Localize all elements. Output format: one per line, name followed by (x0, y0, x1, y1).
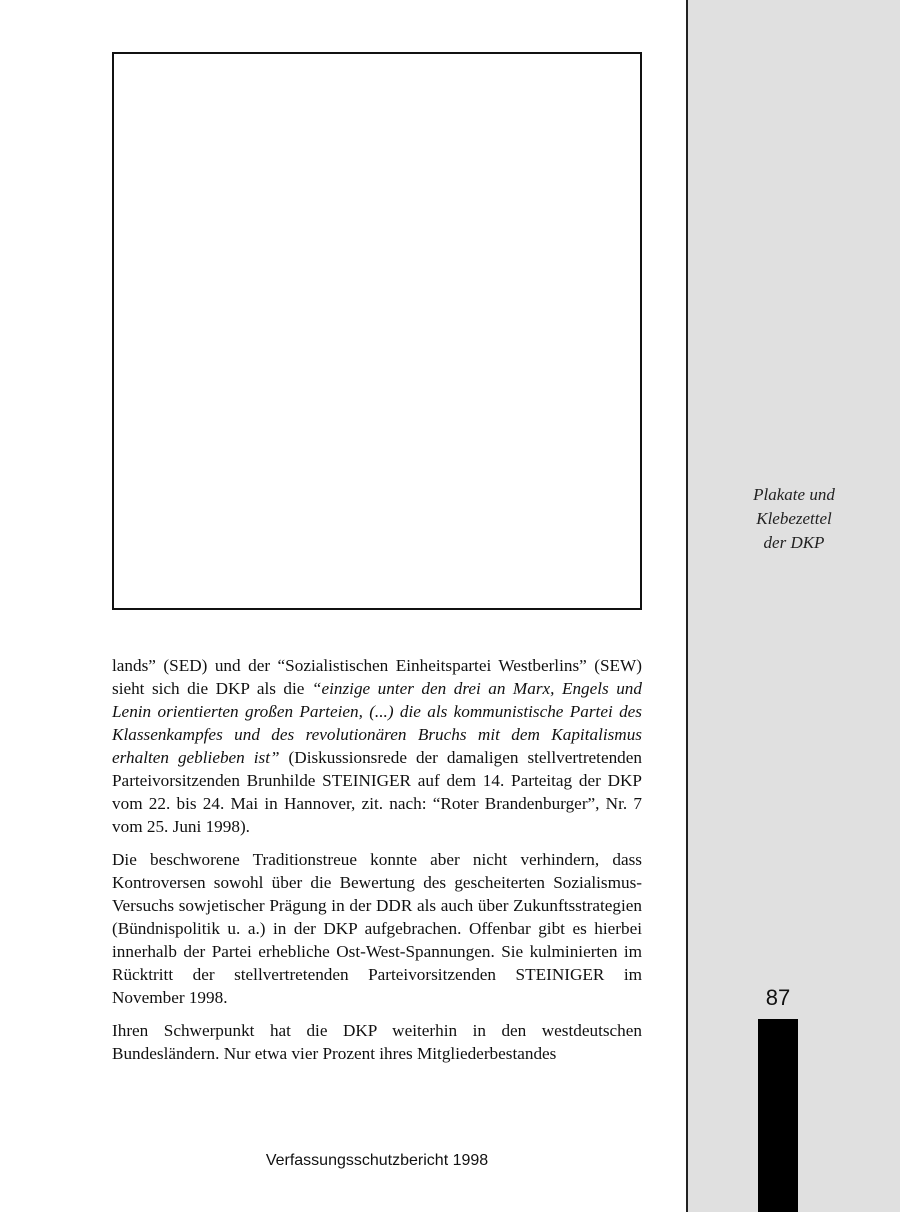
paragraph-1 (112, 654, 642, 838)
paragraph-2: Die beschworene Traditionstreue konnte aber nicht verhindern, dass Kontroversen sowohl über die Bewertung des gescheiterten Sozialismus-Versuchs sowjetischer Prägung in der DDR als auch über Zukunftsstrategien (Bündnispolitik u. a.) in der DKP aufgebrachen. Offenbar gibt es hierbei innerhalb der Partei erhebliche Ost-West-Spannungen. Sie kulminierten im Rücktritt der stellvertretenden Parteivorsitzenden STEINIGER im November 1998. (112, 850, 642, 1007)
paragraph-1-source: (Diskussionsrede der damaligen stellvertretenden Parteivorsitzenden Brunhilde STEINIGER auf dem 14. Parteitag der DKP vom 22. bis 24. Mai in Hannover, zit. nach: “Roter Brandenburger”, Nr. 7 vom 25. Juni 1998). (112, 748, 642, 836)
body-text (112, 654, 642, 1075)
page-number: 87 (765, 985, 791, 1010)
margin-caption-line-3: der DKP (763, 533, 825, 552)
page-footer: Verfassungsschutzbericht 1998 (265, 1152, 489, 1169)
paragraph-1-quote: “einzige unter den drei an Marx, Engels und Lenin orientierten großen Parteien, (...) die als kommunistische Partei des Klassenkampfes und des revolutionären Bruchs mit dem Kapitalismus erhalten geblieben ist” (112, 679, 642, 767)
paragraph-1-start: lands” (SED) und der “Sozialistischen Einheitspartei Westberlins” (SEW) sieht sich die DKP als die (112, 656, 642, 698)
margin-caption (688, 483, 900, 555)
margin-caption-line-2: Klebezettel (756, 509, 832, 528)
paragraph-3: Ihren Schwerpunkt hat die DKP weiterhin in den westdeutschen Bundesländern. Nur etwa vier Prozent ihres Mitgliederbestandes (112, 1021, 642, 1063)
chapter-tab-marker (758, 1019, 798, 1212)
image-placeholder-frame (112, 52, 642, 610)
margin-caption-line-1: Plakate und (753, 485, 835, 504)
